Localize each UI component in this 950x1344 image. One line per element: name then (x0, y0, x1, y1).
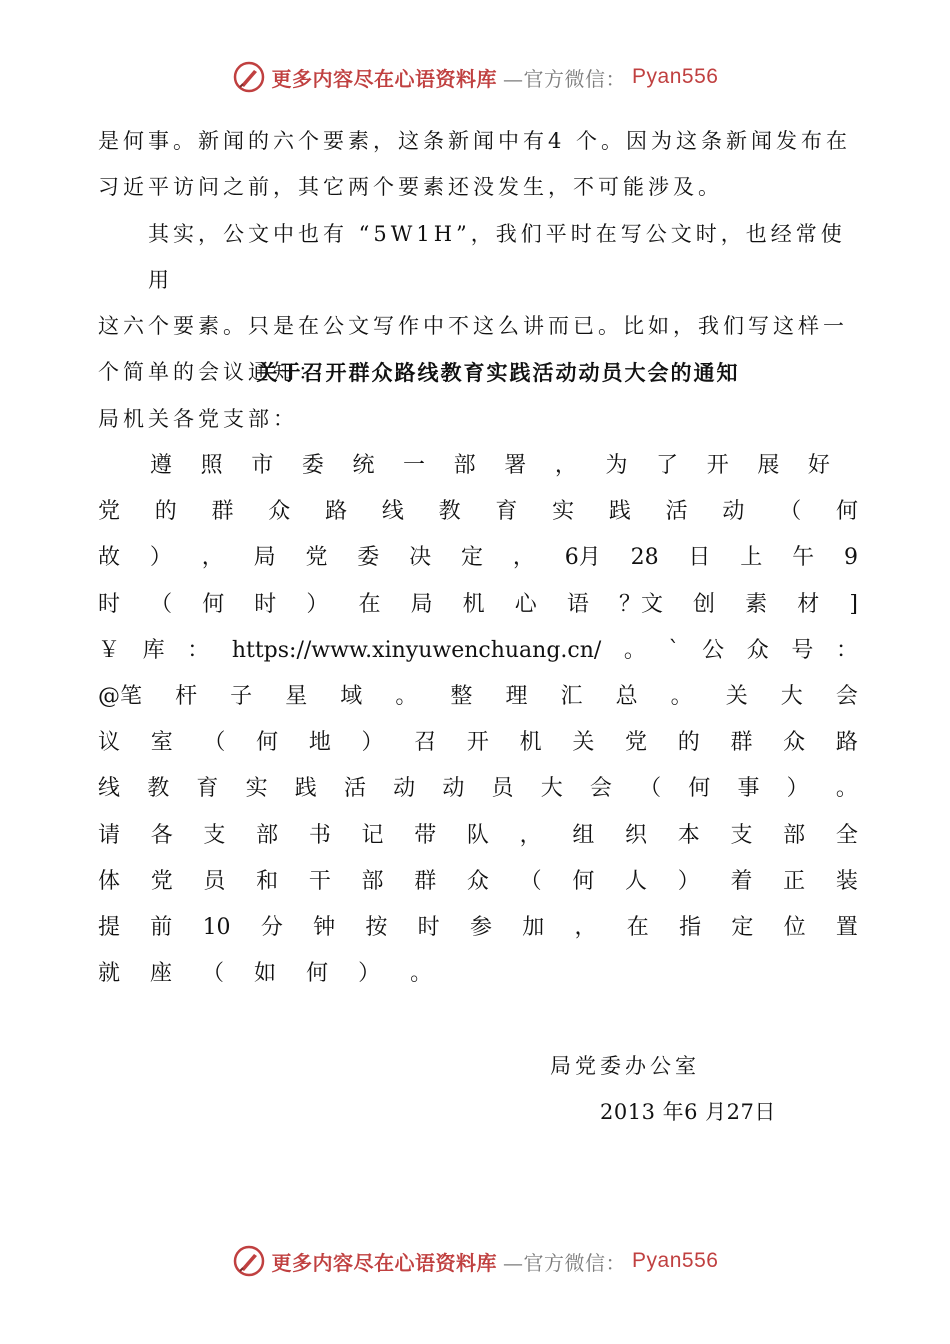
notice-body-token: 时 (254, 591, 277, 617)
notice-body-token: 加 (522, 915, 545, 940)
notice-body-token: （ (519, 868, 542, 894)
notice-body-line (98, 859, 858, 905)
notice-body-token: https://www.xinyuwenchuang.cn/ (231, 637, 602, 663)
notice-body-token: 统 (352, 453, 375, 478)
notice-body-token: 署 (504, 453, 527, 478)
notice-body-token: 就 (98, 961, 121, 987)
notice-body-token: 如 (254, 961, 277, 987)
notice-body-token: 部 (783, 822, 806, 848)
notice-body-token: 党 (625, 730, 648, 756)
notice-body-token: 库 (142, 637, 165, 663)
notice-body-token: 星 (285, 684, 308, 709)
notice-body-token: 决 (409, 545, 432, 571)
notice-date: 2013 年6 月27日 (600, 1100, 776, 1124)
notice-body-token: 子 (230, 684, 253, 709)
notice-body-line (98, 951, 858, 997)
notice-body-token: 何 (688, 776, 711, 802)
notice-body-token: 好 (807, 453, 830, 478)
notice-body-token: 党 (305, 545, 328, 571)
notice-body-token: 请 (98, 822, 121, 848)
notice-body-token: 整 (450, 684, 473, 709)
notice-body-token: 线 (381, 499, 404, 525)
notice-body-token: 大 (780, 684, 803, 709)
quill-logo-icon (232, 60, 266, 94)
notice-body-token: 队 (466, 822, 489, 848)
notice-body-line (98, 813, 858, 859)
notice-body-token: 汇 (560, 684, 583, 709)
notice-body-token: 一 (403, 453, 426, 478)
notice-body-token: 实 (245, 776, 268, 802)
notice-body-token: ， (574, 915, 597, 940)
notice-body-token: 何 (202, 591, 225, 617)
notice-body-token: （ (202, 961, 225, 987)
notice-body-token: 关 (572, 730, 595, 756)
notice-body-token: 。 (835, 776, 858, 802)
watermark-wechat-id: Pyan556 (632, 65, 719, 88)
notice-body-token: 记 (361, 822, 384, 848)
notice-body-token: 实 (552, 499, 575, 525)
notice-body-token: 提 (98, 915, 121, 940)
intro-paragraph-1 (98, 118, 858, 210)
notice-body-token: 语 (566, 591, 589, 617)
notice-body-line (150, 443, 830, 489)
notice-body-token: （ (150, 591, 173, 617)
notice-body-token: （ (639, 776, 662, 802)
notice-body-token: 按 (365, 915, 388, 940)
notice-body-token: 总 (615, 684, 638, 709)
notice-body-token: 人 (625, 868, 648, 894)
notice-body-token: 支 (730, 822, 753, 848)
notice-body-token: 正 (783, 868, 806, 894)
notice-body-token: 市 (251, 453, 274, 478)
notice-body-token: 何 (835, 499, 858, 525)
notice-body-token: 装 (835, 868, 858, 894)
notice-title: 关于召开群众路线教育实践活动动员大会的通知 (256, 361, 740, 385)
notice-body-token: 委 (301, 453, 324, 478)
notice-body-line (98, 720, 858, 766)
notice-body-token: 群 (730, 730, 753, 756)
header-watermark (0, 60, 950, 94)
notice-body-token: 动 (442, 776, 465, 802)
notice-body-token: ： (835, 637, 858, 663)
notice-body-token: 为 (605, 453, 628, 478)
notice-body-token: 定 (461, 545, 484, 571)
notice-body-token: 照 (200, 453, 223, 478)
notice-body-token: 开 (706, 453, 729, 478)
notice-body-line (98, 535, 858, 581)
notice-body-token: 。 (395, 684, 418, 709)
intro-line: 其实，公文中也有 “5W1H”，我们平时在写公文时，也经常使用 (148, 222, 846, 292)
notice-body-token: 支 (203, 822, 226, 848)
notice-body-token: 事 (737, 776, 760, 802)
intro-line: 习近平访问之前，其它两个要素还没发生，不可能涉及。 (98, 175, 723, 199)
notice-body-token: @笔 (98, 684, 143, 709)
notice-body-token: 座 (150, 961, 173, 987)
notice-body-token: 室 (150, 730, 173, 756)
notice-body-token: ） (677, 868, 700, 894)
notice-body-line (98, 905, 858, 951)
notice-body-token: ] (849, 591, 858, 617)
notice-body-token: 和 (256, 868, 279, 894)
watermark-separator-text: —官方微信： (503, 1250, 627, 1275)
notice-salutation: 局机关各党支部： (98, 407, 298, 431)
notice-body-token: 员 (203, 868, 226, 894)
notice-body-line (98, 489, 858, 535)
notice-body-token: 育 (196, 776, 219, 802)
notice-body-token: 心 (514, 591, 537, 617)
intro-line: 个简单的会议通知： (98, 360, 323, 384)
notice-body-token: 局 (253, 545, 276, 571)
notice-body-token: 路 (325, 499, 348, 525)
notice-body-token: 上 (740, 545, 763, 571)
notice-body-token: 号 (791, 637, 814, 663)
notice-body-token: 部 (256, 822, 279, 848)
notice-body-token: 了 (656, 453, 679, 478)
notice-body-token: 部 (361, 868, 384, 894)
notice-body-token: 域 (340, 684, 363, 709)
notice-body-token: ） (786, 776, 809, 802)
notice-body-token: 践 (608, 499, 631, 525)
notice-body-token: 干 (308, 868, 331, 894)
notice-body-token: 党 (98, 499, 121, 525)
notice-body-token: 群 (211, 499, 234, 525)
notice-body-token: ， (519, 822, 542, 848)
notice-body-token: 展 (757, 453, 780, 478)
notice-body-token: 理 (505, 684, 528, 709)
notice-body-token: 议 (98, 730, 121, 756)
notice-body-token: 9 (844, 545, 858, 571)
notice-body-token: 素 (745, 591, 768, 617)
notice-body-token: 群 (414, 868, 437, 894)
notice-body-token: ， (201, 545, 224, 571)
notice-body-token: 。 (410, 961, 433, 987)
notice-body-token: 体 (98, 868, 121, 894)
notice-body-token: 创 (693, 591, 716, 617)
notice-body-token: 在 (358, 591, 381, 617)
notice-body-token: ` (668, 637, 680, 663)
notice-body-token: 。 (623, 637, 646, 663)
notice-body-token: 开 (466, 730, 489, 756)
notice-body-token: 钟 (313, 915, 336, 940)
notice-body-token: 时 (417, 915, 440, 940)
watermark-main-text: 更多内容尽在心语资料库 (271, 1250, 498, 1275)
notice-body-token: 在 (626, 915, 649, 940)
notice-body-token: 众 (746, 637, 769, 663)
notice-body-token: 材 (797, 591, 820, 617)
notice-body-token: 着 (730, 868, 753, 894)
notice-body-token: 众 (466, 868, 489, 894)
notice-body-token: 日 (688, 545, 711, 571)
notice-body-token: 党 (150, 868, 173, 894)
notice-body-token: 分 (260, 915, 283, 940)
notice-body-token: 时 (98, 591, 121, 617)
notice-body-token: 各 (150, 822, 173, 848)
notice-body-token: 遵 (150, 453, 173, 478)
notice-body-token: 前 (150, 915, 173, 940)
notice-body-token: 何 (306, 961, 329, 987)
notice-body-token: ？文 (618, 591, 663, 617)
notice-body-token: 公 (702, 637, 725, 663)
notice-body-token: 织 (625, 822, 648, 848)
notice-body-token: 组 (572, 822, 595, 848)
watermark-main-text: 更多内容尽在心语资料库 (271, 66, 498, 91)
notice-body-token: 的 (154, 499, 177, 525)
notice-body-token: 何 (572, 868, 595, 894)
notice-body-token: 书 (308, 822, 331, 848)
notice-body-token: 故 (98, 545, 121, 571)
notice-body-token: 召 (414, 730, 437, 756)
notice-body-token: 。 (670, 684, 693, 709)
watermark-wechat-id: Pyan556 (632, 1249, 719, 1272)
notice-body-token: ， (512, 545, 535, 571)
notice-body-token: 杆 (175, 684, 198, 709)
notice-body-token: ￥ (98, 637, 121, 663)
notice-body-token: 践 (294, 776, 317, 802)
notice-body-token: 关 (725, 684, 748, 709)
notice-body-token: 参 (469, 915, 492, 940)
notice-body-token: 动 (393, 776, 416, 802)
notice-body-line (98, 628, 858, 674)
notice-body-token: 大 (540, 776, 563, 802)
notice-body-token: 教 (438, 499, 461, 525)
notice-body-token: 指 (679, 915, 702, 940)
notice-body-token: 带 (414, 822, 437, 848)
quill-logo-icon (232, 1244, 266, 1278)
notice-body-token: 地 (308, 730, 331, 756)
notice-body-token: 本 (677, 822, 700, 848)
notice-body-token: 活 (343, 776, 366, 802)
notice-body-token: 午 (792, 545, 815, 571)
notice-body-token: ） (149, 545, 172, 571)
notice-body-token: 机 (519, 730, 542, 756)
notice-body-token: 员 (491, 776, 514, 802)
notice-body-token: 会 (835, 684, 858, 709)
notice-body-token: 28 (630, 545, 659, 571)
notice-body-line (98, 674, 858, 720)
notice-body-token: 育 (495, 499, 518, 525)
notice-body-token: 位 (783, 915, 806, 940)
notice-body-token: 置 (835, 915, 858, 940)
notice-body-token: 动 (722, 499, 745, 525)
notice-body-token: 众 (268, 499, 291, 525)
notice-body-token: 6月 (564, 545, 601, 571)
intro-line: 这六个要素。只是在公文写作中不这么讲而已。比如，我们写这样一 (98, 314, 848, 338)
notice-body-line (98, 582, 858, 628)
notice-body-token: 机 (462, 591, 485, 617)
notice-body-token: 活 (665, 499, 688, 525)
notice-body-token: ） (306, 591, 329, 617)
notice-body-token: 局 (410, 591, 433, 617)
notice-body-token: 部 (453, 453, 476, 478)
notice-body-token: （ (779, 499, 802, 525)
notice-body-token: 会 (589, 776, 612, 802)
notice-body-token: 众 (783, 730, 806, 756)
notice-body-token: 路 (835, 730, 858, 756)
notice-body-token: ： (187, 637, 210, 663)
notice-body-token: （ (203, 730, 226, 756)
notice-body-token: 教 (147, 776, 170, 802)
notice-body-token: 的 (677, 730, 700, 756)
notice-body-token: ） (361, 730, 384, 756)
notice-body-token: ， (554, 453, 577, 478)
notice-body-token: 何 (256, 730, 279, 756)
notice-signer: 局党委办公室 (550, 1054, 700, 1078)
notice-body-token: 线 (98, 776, 121, 802)
intro-line: 是何事。新闻的六个要素，这条新闻中有4 个。因为这条新闻发布在 (98, 129, 852, 153)
notice-body-token: ） (358, 961, 381, 987)
notice-body-token: 委 (357, 545, 380, 571)
notice-body-token: 全 (835, 822, 858, 848)
notice-body-token: 定 (731, 915, 754, 940)
notice-body-token: 10 (202, 915, 231, 940)
watermark-separator-text: —官方微信： (503, 66, 627, 91)
notice-body-line (98, 766, 858, 812)
footer-watermark (0, 1244, 950, 1278)
